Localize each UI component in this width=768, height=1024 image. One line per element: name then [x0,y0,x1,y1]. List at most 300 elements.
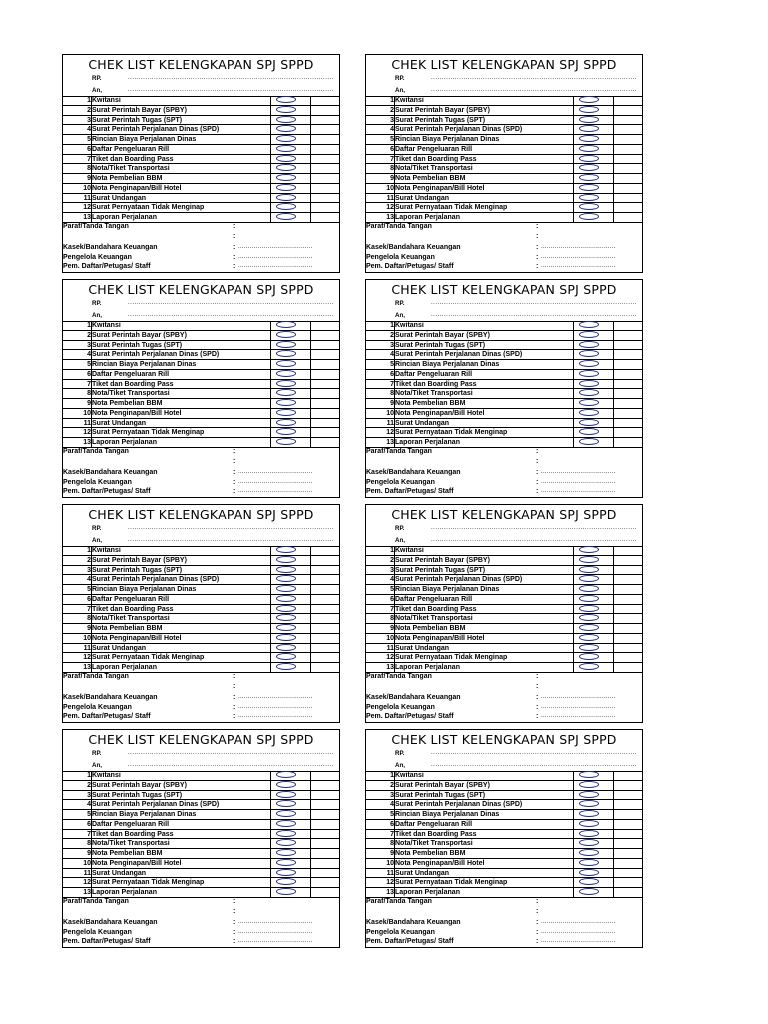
check-oval[interactable] [579,810,599,817]
an-label: An, [92,762,102,769]
pengelola-signature-field[interactable]: ...................................... [541,479,616,485]
colon: : [536,919,539,926]
check-oval[interactable] [276,389,296,396]
item-label: Nota Pembelian BBM [92,175,163,182]
check-oval[interactable] [276,663,296,670]
check-oval[interactable] [276,135,296,142]
item-label: Kwitansi [395,772,424,779]
card-title: CHEK LIST KELENGKAPAN SPJ SPPD [88,732,314,747]
item-number: 12 [386,204,394,212]
an-label: An, [395,312,405,319]
check-oval[interactable] [276,125,296,132]
check-oval[interactable] [579,634,599,641]
checklist-row [63,859,339,869]
item-label: Surat Perintah Perjalanan Dinas (SPD) [92,576,220,584]
checklist-row [63,419,339,429]
colon: : [233,929,236,936]
check-oval[interactable] [579,370,599,377]
item-number: 12 [83,429,91,437]
check-oval[interactable] [276,145,296,152]
rp-label: RP. [92,525,102,532]
rp-label: RP. [395,525,405,532]
kasek-label: Kasek/Bandahara Keuangan [366,469,461,476]
check-oval[interactable] [579,644,599,651]
pengelola-label: Pengelola Keuangan [63,929,132,936]
checklist-row [366,839,642,849]
kasek-label: Kasek/Bandahara Keuangan [63,469,158,476]
pengelola-signature-field[interactable]: ...................................... [238,254,313,260]
item-number: 11 [83,194,91,202]
check-oval[interactable] [276,791,296,798]
check-oval[interactable] [276,331,296,338]
check-oval[interactable] [276,605,296,612]
check-oval[interactable] [579,184,599,191]
check-oval[interactable] [276,419,296,426]
item-label: Rincian Biaya Perjalanan Dinas [395,811,500,818]
item-label: Nota Penginapan/Bill Hotel [92,634,182,642]
check-oval[interactable] [579,331,599,338]
check-oval[interactable] [276,575,296,582]
check-oval[interactable] [276,810,296,817]
check-oval[interactable] [579,419,599,426]
item-number: 3 [87,791,91,799]
check-oval[interactable] [579,194,599,201]
item-number: 2 [390,556,394,564]
item-label: Surat Undangan [395,419,450,427]
colon: : [233,488,236,495]
item-label: Surat Perintah Perjalanan Dinas (SPD) [395,801,523,809]
petugas-signature-field[interactable]: ...................................... [541,713,616,719]
check-oval[interactable] [579,653,599,660]
item-number: 1 [87,772,91,779]
rp-field[interactable]: ............................................................................................... [128,300,334,306]
check-oval[interactable] [579,556,599,563]
check-oval[interactable] [579,614,599,621]
checklist-row [366,653,642,663]
kasek-signature-field[interactable]: ...................................... [238,244,313,250]
check-oval[interactable] [276,830,296,837]
checklist-row [366,869,642,879]
check-oval[interactable] [276,839,296,846]
check-oval[interactable] [276,203,296,210]
check-oval[interactable] [579,350,599,357]
item-number: 5 [87,136,91,143]
check-oval[interactable] [276,585,296,592]
petugas-label: Pem. Daftar/Petugas/ Staff [63,488,151,495]
rp-field[interactable]: ............................................................................................... [431,525,637,531]
colon: : [233,448,236,455]
item-number: 12 [386,654,394,662]
item-number: 5 [87,811,91,818]
check-oval[interactable] [276,849,296,856]
petugas-label: Pem. Daftar/Petugas/ Staff [63,263,151,270]
item-number: 7 [390,380,394,388]
item-label: Nota Penginapan/Bill Hotel [395,409,485,417]
check-oval[interactable] [579,595,599,602]
item-label: Nota/Tiket Transportasi [92,840,170,848]
rp-field[interactable]: ............................................................................................... [431,750,637,756]
item-label: Rincian Biaya Perjalanan Dinas [92,361,197,368]
col-divider [310,96,311,223]
check-oval[interactable] [276,614,296,621]
an-field[interactable]: ............................................................................................... [128,87,334,93]
check-oval[interactable] [579,839,599,846]
item-number: 7 [87,830,91,838]
check-oval[interactable] [579,781,599,788]
check-oval[interactable] [579,878,599,885]
check-oval[interactable] [276,213,296,220]
item-number: 9 [390,625,394,632]
item-number: 13 [83,214,91,221]
check-oval[interactable] [579,399,599,406]
check-oval[interactable] [276,556,296,563]
checklist-row [366,546,642,556]
check-oval[interactable] [579,125,599,132]
check-oval[interactable] [579,585,599,592]
check-oval[interactable] [579,341,599,348]
check-oval[interactable] [276,820,296,827]
item-number: 8 [390,390,394,398]
check-oval[interactable] [276,859,296,866]
petugas-signature-field[interactable]: ...................................... [541,263,616,269]
an-field[interactable]: ............................................................................................... [431,762,637,768]
item-label: Surat Perintah Tugas (SPT) [92,116,183,124]
check-oval[interactable] [276,771,296,778]
check-oval[interactable] [276,409,296,416]
item-label: Kwitansi [92,97,121,104]
kasek-signature-field[interactable]: ...................................... [541,244,616,250]
check-oval[interactable] [276,399,296,406]
kasek-label: Kasek/Bandahara Keuangan [366,244,461,251]
item-number: 12 [386,879,394,887]
check-oval[interactable] [579,164,599,171]
item-label: Kwitansi [92,772,121,779]
col-divider [394,546,395,673]
item-number: 11 [386,194,394,202]
check-oval[interactable] [276,370,296,377]
item-label: Tiket dan Boarding Pass [92,830,174,838]
check-oval[interactable] [276,878,296,885]
petugas-signature-field[interactable]: ...................................... [541,938,616,944]
item-label: Daftar Pengeluaran Rill [395,820,473,828]
check-oval[interactable] [276,595,296,602]
check-oval[interactable] [276,360,296,367]
checklist-row [63,888,339,898]
checklist-row [63,350,339,360]
checklist-card [365,729,643,948]
checklist-row [63,839,339,849]
item-number: 2 [87,781,91,789]
checklist-row [366,791,642,801]
check-oval[interactable] [276,106,296,113]
item-number: 4 [87,801,91,809]
item-label: Surat Perintah Bayar (SPBY) [92,781,187,789]
colon: : [536,929,539,936]
colon: : [233,244,236,251]
checklist-row [63,380,339,390]
check-oval[interactable] [579,155,599,162]
item-number: 6 [87,595,91,603]
item-number: 10 [83,634,91,642]
item-label: Surat Pernyataan Tidak Menginap [92,654,205,662]
check-oval[interactable] [276,800,296,807]
check-oval[interactable] [579,771,599,778]
kasek-signature-field[interactable]: ...................................... [238,694,313,700]
check-oval[interactable] [579,438,599,445]
check-oval[interactable] [579,663,599,670]
item-number: 5 [390,361,394,368]
checklist-row [366,203,642,213]
pengelola-label: Pengelola Keuangan [63,704,132,711]
check-oval[interactable] [579,566,599,573]
kasek-signature-field[interactable]: ...................................... [541,694,616,700]
paraf-label: Paraf/Tanda Tangan [366,448,432,455]
item-number: 2 [390,106,394,114]
an-field[interactable]: ............................................................................................... [431,87,637,93]
check-oval[interactable] [579,203,599,210]
item-label: Surat Undangan [92,419,147,427]
col-divider [91,771,92,898]
checklist-row [63,428,339,438]
checklist-row [63,644,339,654]
pengelola-signature-field[interactable]: ...................................... [238,479,313,485]
item-number: 4 [390,126,394,134]
petugas-signature-field[interactable]: ...................................... [238,263,313,269]
check-oval[interactable] [579,791,599,798]
item-label: Nota Pembelian BBM [395,625,466,632]
check-oval[interactable] [579,605,599,612]
check-oval[interactable] [276,184,296,191]
kasek-signature-field[interactable]: ...................................... [238,469,313,475]
check-oval[interactable] [276,781,296,788]
check-oval[interactable] [579,213,599,220]
check-oval[interactable] [579,145,599,152]
check-oval[interactable] [276,350,296,357]
an-field[interactable]: ............................................................................................... [128,762,334,768]
checklist-row [63,155,339,165]
check-oval[interactable] [276,888,296,895]
checklist-row [63,370,339,380]
checklist-row [63,213,339,223]
check-oval[interactable] [276,164,296,171]
item-number: 10 [386,859,394,867]
paraf-label: Paraf/Tanda Tangan [366,673,432,680]
kasek-signature-field[interactable]: ...................................... [541,469,616,475]
check-oval[interactable] [579,135,599,142]
checklist-row [366,634,642,644]
col-divider [613,771,614,898]
check-oval[interactable] [276,174,296,181]
item-label: Laporan Perjalanan [92,439,157,446]
check-oval[interactable] [276,116,296,123]
item-label: Nota Penginapan/Bill Hotel [92,184,182,192]
colon: : [233,683,236,690]
check-oval[interactable] [579,859,599,866]
item-number: 11 [386,869,394,877]
an-field[interactable]: ............................................................................................... [431,537,637,543]
colon: : [233,704,236,711]
check-oval[interactable] [579,624,599,631]
col-divider [573,96,574,223]
item-label: Surat Perintah Bayar (SPBY) [395,556,490,564]
check-oval[interactable] [276,321,296,328]
item-label: Laporan Perjalanan [395,439,460,446]
an-field[interactable]: ............................................................................................... [431,312,637,318]
checklist-row [63,791,339,801]
checklist-row [63,634,339,644]
item-number: 3 [390,791,394,799]
item-number: 9 [390,850,394,857]
check-oval[interactable] [276,341,296,348]
item-label: Daftar Pengeluaran Rill [92,145,170,153]
check-oval[interactable] [276,869,296,876]
item-number: 6 [87,820,91,828]
pengelola-signature-field[interactable]: ...................................... [541,704,616,710]
checklist-row [63,116,339,126]
col-divider [613,546,614,673]
check-oval[interactable] [276,653,296,660]
kasek-label: Kasek/Bandahara Keuangan [63,244,158,251]
item-number: 12 [386,429,394,437]
check-oval[interactable] [276,428,296,435]
check-oval[interactable] [579,174,599,181]
checklist-row [366,663,642,673]
check-oval[interactable] [579,116,599,123]
item-label: Surat Undangan [92,869,147,877]
petugas-label: Pem. Daftar/Petugas/ Staff [63,938,151,945]
checklist-row [63,820,339,830]
item-label: Surat Undangan [395,869,450,877]
check-oval[interactable] [276,566,296,573]
col-divider [394,771,395,898]
check-oval[interactable] [276,194,296,201]
checklist-row [366,370,642,380]
item-label: Surat Perintah Perjalanan Dinas (SPD) [92,801,220,809]
petugas-signature-field[interactable]: ...................................... [541,488,616,494]
item-label: Surat Perintah Tugas (SPT) [92,791,183,799]
item-label: Daftar Pengeluaran Rill [395,595,473,603]
item-number: 9 [87,400,91,407]
item-label: Daftar Pengeluaran Rill [395,145,473,153]
check-oval[interactable] [579,96,599,103]
rp-field[interactable]: ............................................................................................... [431,75,637,81]
item-label: Nota Penginapan/Bill Hotel [92,409,182,417]
pengelola-signature-field[interactable]: ...................................... [238,929,313,935]
colon: : [536,244,539,251]
check-oval[interactable] [579,321,599,328]
check-oval[interactable] [579,849,599,856]
check-oval[interactable] [579,888,599,895]
check-oval[interactable] [579,106,599,113]
check-oval[interactable] [579,546,599,553]
rp-field[interactable]: ............................................................................................... [431,300,637,306]
card-title: CHEK LIST KELENGKAPAN SPJ SPPD [391,732,617,747]
checklist-row [63,331,339,341]
item-number: 13 [83,889,91,896]
item-number: 2 [390,781,394,789]
an-field[interactable]: ............................................................................................... [128,312,334,318]
kasek-signature-field[interactable]: ...................................... [541,919,616,925]
check-oval[interactable] [276,546,296,553]
checklist-row [366,849,642,859]
item-label: Surat Undangan [92,194,147,202]
colon: : [536,223,539,230]
checklist-row [63,849,339,859]
petugas-signature-field[interactable]: ...................................... [238,713,313,719]
item-label: Surat Perintah Tugas (SPT) [395,116,486,124]
paraf-label: Paraf/Tanda Tangan [366,898,432,905]
pengelola-signature-field[interactable]: ...................................... [541,254,616,260]
pengelola-label: Pengelola Keuangan [366,254,435,261]
check-oval[interactable] [579,428,599,435]
colon: : [233,233,236,240]
item-number: 8 [87,840,91,848]
checklist-row [366,556,642,566]
check-oval[interactable] [276,438,296,445]
checklist-row [63,135,339,145]
checklist-row [366,106,642,116]
check-oval[interactable] [579,360,599,367]
card-title: CHEK LIST KELENGKAPAN SPJ SPPD [88,507,314,522]
petugas-signature-field[interactable]: ...................................... [238,938,313,944]
item-label: Daftar Pengeluaran Rill [92,595,170,603]
check-oval[interactable] [276,634,296,641]
item-label: Kwitansi [395,547,424,554]
rp-field[interactable]: ............................................................................................... [128,750,334,756]
item-label: Surat Perintah Tugas (SPT) [395,566,486,574]
checklist-row [63,125,339,135]
card-title: CHEK LIST KELENGKAPAN SPJ SPPD [391,57,617,72]
check-oval[interactable] [579,389,599,396]
check-oval[interactable] [276,380,296,387]
item-label: Tiket dan Boarding Pass [395,155,477,163]
check-oval[interactable] [579,575,599,582]
col-divider [310,546,311,673]
an-field[interactable]: ............................................................................................... [128,537,334,543]
kasek-signature-field[interactable]: ...................................... [238,919,313,925]
check-oval[interactable] [579,820,599,827]
check-oval[interactable] [579,869,599,876]
rp-field[interactable]: ............................................................................................... [128,525,334,531]
item-number: 13 [386,889,394,896]
item-number: 2 [87,331,91,339]
checklist-row [366,341,642,351]
check-oval[interactable] [579,409,599,416]
pengelola-signature-field[interactable]: ...................................... [238,704,313,710]
check-oval[interactable] [276,624,296,631]
petugas-signature-field[interactable]: ...................................... [238,488,313,494]
item-label: Nota Pembelian BBM [395,175,466,182]
check-oval[interactable] [276,96,296,103]
checklist-row [366,624,642,634]
rp-field[interactable]: ............................................................................................... [128,75,334,81]
check-oval[interactable] [276,155,296,162]
col-divider [613,321,614,448]
check-oval[interactable] [579,830,599,837]
pengelola-signature-field[interactable]: ...................................... [541,929,616,935]
checklist-row [366,350,642,360]
an-label: An, [395,87,405,94]
checklist-row [366,438,642,448]
pengelola-label: Pengelola Keuangan [63,479,132,486]
check-oval[interactable] [276,644,296,651]
item-number: 8 [87,615,91,623]
paraf-label: Paraf/Tanda Tangan [63,223,129,230]
check-oval[interactable] [579,380,599,387]
item-number: 8 [87,390,91,398]
check-oval[interactable] [579,800,599,807]
item-label: Nota/Tiket Transportasi [92,390,170,398]
